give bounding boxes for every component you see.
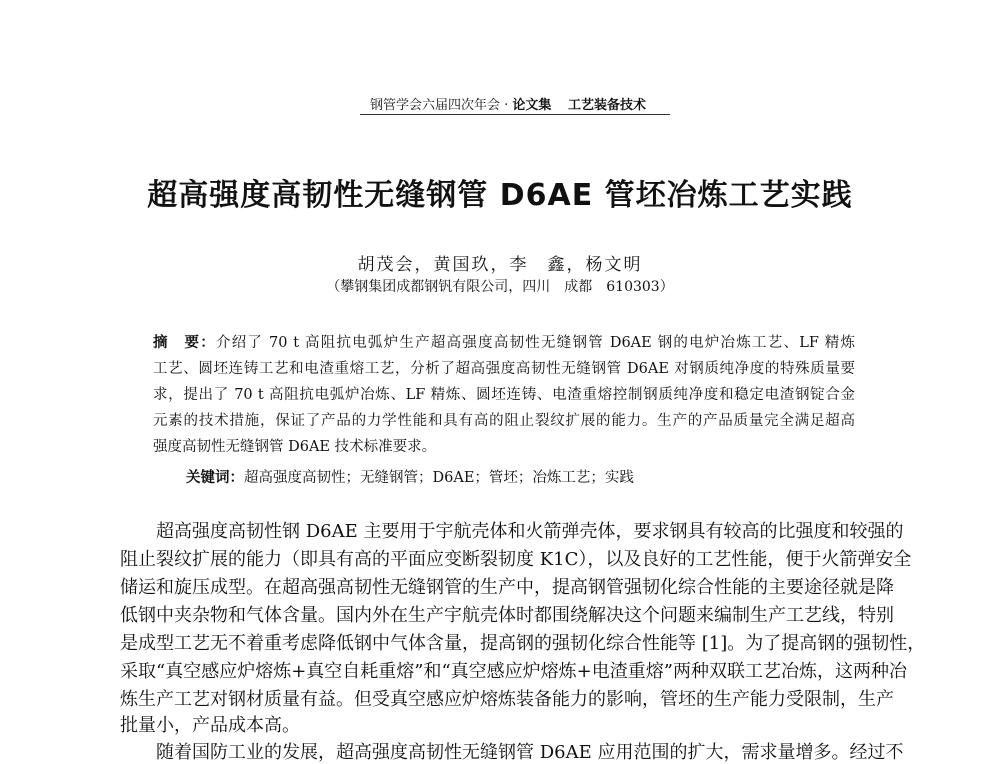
keywords — [186, 466, 634, 487]
keywords-label: 关键词： — [186, 470, 244, 486]
abstract-line: 强度高韧性无缝钢管 D6AE 技术标准要求。 — [153, 439, 437, 455]
header-series: 钢管学会六届四次年会 · — [370, 98, 513, 113]
body-line: 炼生产工艺对钢材质量有益。但受真空感应炉熔炼装备能力的影响，管坯的生产能力受限制，生产 — [120, 689, 894, 710]
abstract-line — [153, 331, 855, 353]
body-line: 低钢中夹杂物和气体含量。国内外在生产宇航壳体时都围绕解决这个问题来编制生产工艺线，特别 — [120, 605, 894, 626]
body-line: 批量小，产品成本高。 — [120, 715, 300, 736]
abstract-label: 摘 要： — [153, 335, 216, 351]
body-line: 随着国防工业的发展，超高强度高韧性无缝钢管 D6AE 应用范围的扩大，需求量增多。经过不 — [156, 742, 904, 763]
authors: 胡茂会，黄国玖，李 鑫，杨文明 — [357, 255, 643, 275]
header-section: 工艺装备技术 — [567, 98, 646, 113]
header-rule — [360, 114, 670, 115]
body-line: 是成型工艺无不着重考虑降低钢中气体含量，提高钢的强韧化综合性能等 [1]。为了提高钢的强韧性， — [120, 633, 926, 654]
body-line: 超高强度高韧性钢 D6AE 主要用于宇航壳体和火箭弹壳体，要求钢具有较高的比强度和较强的 — [156, 521, 904, 542]
keywords-text: 超高强度高韧性；无缝钢管；D6AE；管坯；冶炼工艺；实践 — [244, 470, 634, 486]
paper-title: 超高强度高韧性无缝钢管 D6AE 管坯冶炼工艺实践 — [147, 178, 853, 213]
body-line: 储运和旋压成型。在超高强高韧性无缝钢管的生产中，提高钢管强韧化综合性能的主要途径就是降 — [120, 577, 894, 598]
abstract-line: 工艺、圆坯连铸工艺和电渣重熔工艺，分析了超高强度高韧性无缝钢管 D6AE 对钢质纯净度的特殊质量要 — [153, 361, 855, 377]
body-line: 阻止裂纹扩展的能力（即具有高的平面应变断裂韧度 K1C），以及良好的工艺性能，便于火箭弹安全 — [120, 549, 912, 570]
affiliation: （攀钢集团成都钢钒有限公司，四川 成都 610303） — [326, 279, 674, 295]
header-collection: 论文集 — [512, 98, 552, 113]
abstract-line: 元素的技术措施，保证了产品的力学性能和具有高的阻止裂纹扩展的能力。生产的产品质量完全满足超高 — [153, 413, 855, 429]
abstract-line: 求，提出了 70 t 高阻抗电弧炉冶炼、LF 精炼、圆坯连铸、电渣重熔控制钢质纯净度和稳定电渣钢锭合金 — [153, 387, 855, 403]
running-header — [370, 94, 646, 113]
abstract-text: 介绍了 70 t 高阻抗电弧炉生产超高强度高韧性无缝钢管 D6AE 钢的电炉冶炼工艺、LF 精炼 — [215, 335, 855, 351]
body-line: 采取“真空感应炉熔炼+真空自耗重熔”和“真空感应炉熔炼+电渣重熔”两种双联工艺冶炼，这两种冶 — [120, 661, 907, 682]
